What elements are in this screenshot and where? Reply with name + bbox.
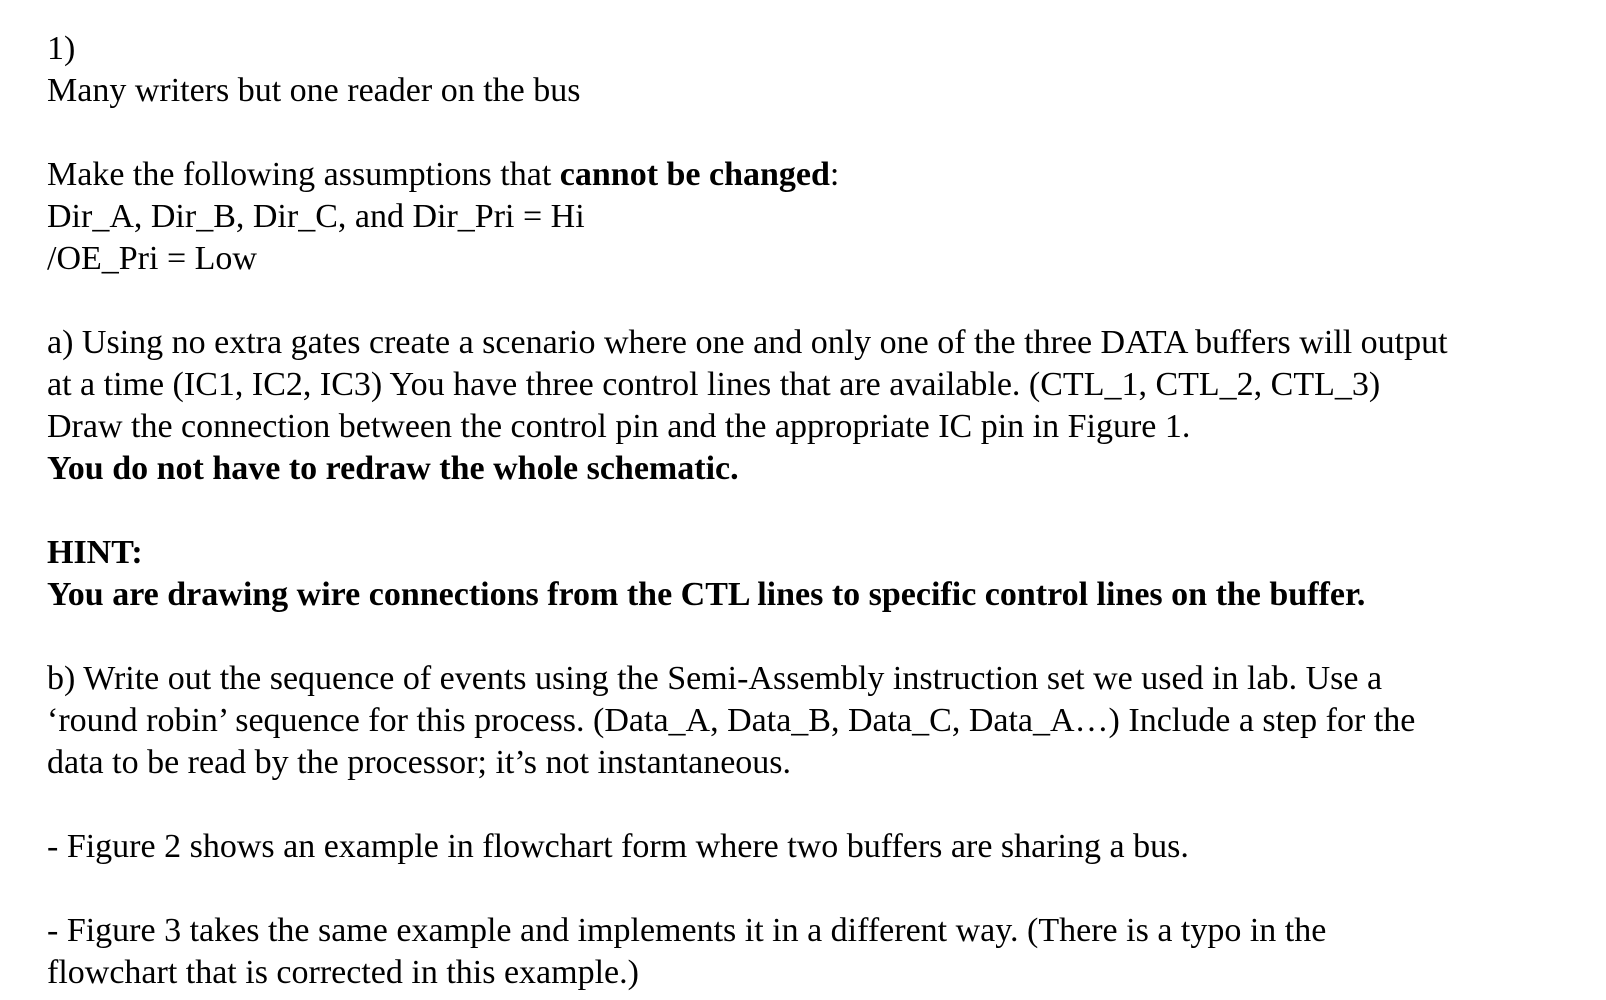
part-a-line-1: a) Using no extra gates create a scenario where one and only one of the three DATA buffers will output	[47, 324, 1448, 361]
figure-2-note: - Figure 2 shows an example in flowchart form where two buffers are sharing a bus.	[47, 828, 1189, 865]
spacer	[47, 112, 1587, 154]
document-body	[47, 28, 1587, 994]
assumption-output-enable: /OE_Pri = Low	[47, 240, 257, 277]
part-a-note: You do not have to redraw the whole schematic.	[47, 450, 739, 487]
part-b-line-3: data to be read by the processor; it’s not instantaneous.	[47, 744, 792, 781]
part-b-line-2: ‘round robin’ sequence for this process. (Data_A, Data_B, Data_C, Data_A…) Include a step for the	[47, 702, 1416, 739]
hint-text: You are drawing wire connections from the CTL lines to specific control lines on the buffer.	[47, 576, 1366, 613]
assumptions-intro	[47, 154, 1587, 196]
figure-3-note-line-1: - Figure 3 takes the same example and implements it in a different way. (There is a typo in the	[47, 912, 1327, 949]
assumptions-intro-prefix: Make the following assumptions that	[47, 156, 560, 193]
hint-label: HINT:	[47, 534, 143, 571]
assumptions-intro-suffix: :	[829, 156, 840, 193]
part-a-line-2: at a time (IC1, IC2, IC3) You have three control lines that are available. (CTL_1, CTL_2, CTL_3)	[47, 366, 1381, 403]
spacer	[47, 784, 1587, 826]
figure-3-note-line-2: flowchart that is corrected in this example.)	[47, 954, 639, 991]
spacer	[47, 490, 1587, 532]
spacer	[47, 868, 1587, 910]
assumption-direction: Dir_A, Dir_B, Dir_C, and Dir_Pri = Hi	[47, 198, 585, 235]
spacer	[47, 616, 1587, 658]
part-a-line-3: Draw the connection between the control pin and the appropriate IC pin in Figure 1.	[47, 408, 1191, 445]
spacer	[47, 280, 1587, 322]
assumptions-intro-bold: cannot be changed	[559, 156, 830, 193]
question-title: Many writers but one reader on the bus	[47, 72, 581, 109]
question-number: 1)	[47, 30, 76, 67]
part-b-line-1: b) Write out the sequence of events using the Semi-Assembly instruction set we used in lab. Use a	[47, 660, 1383, 697]
